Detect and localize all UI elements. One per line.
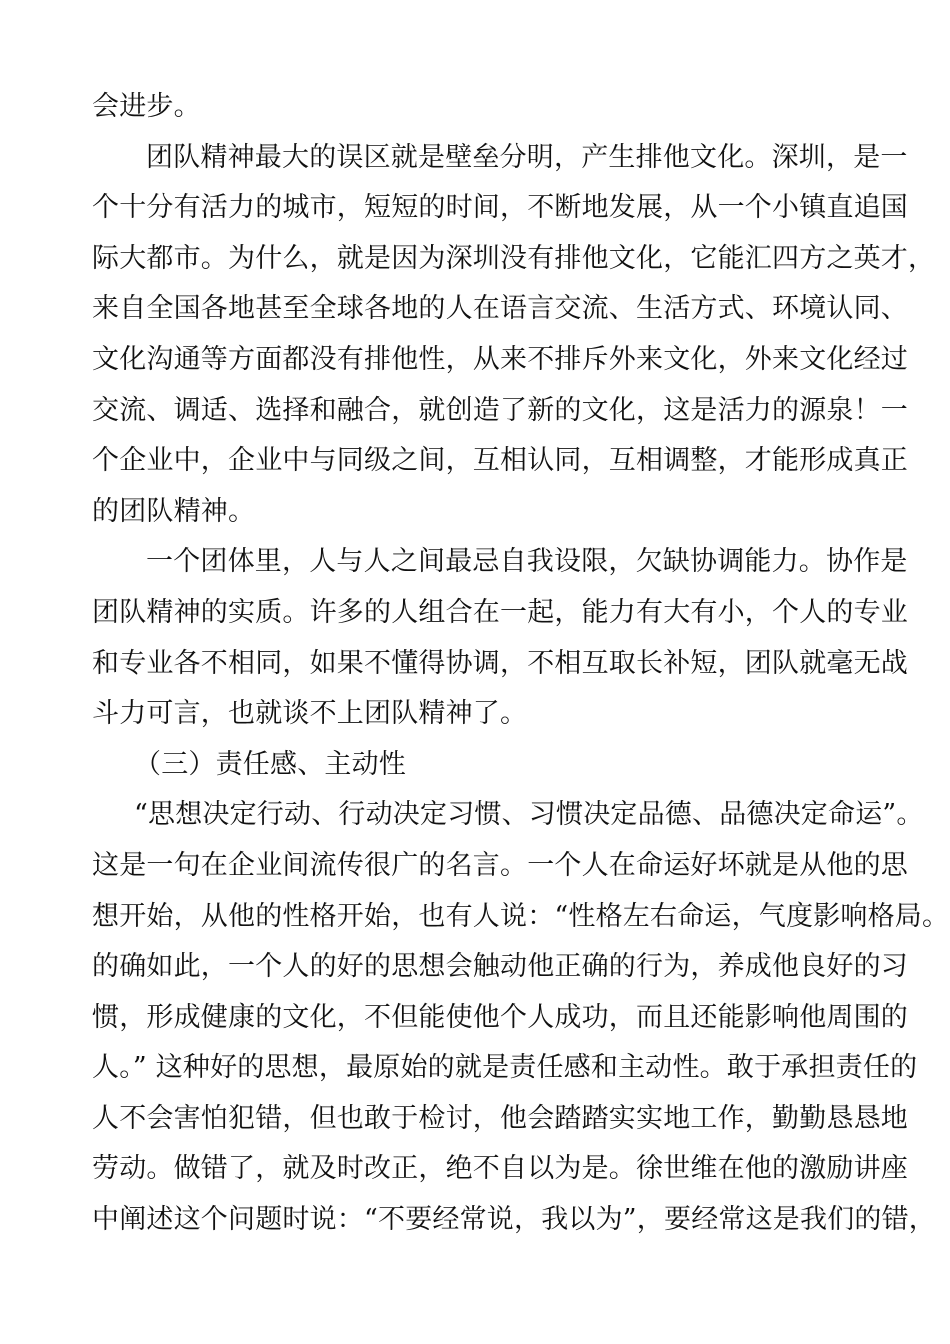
text-line: 人。” 这种好的思想，最原始的就是责任感和主动性。敢于承担责任的	[92, 1052, 918, 1084]
text-line: 和专业各不相同，如果不懂得协调，不相互取长补短，团队就毫无战	[92, 647, 908, 679]
text-line: 惯，形成健康的文化，不但能使他个人成功，而且还能影响他周围的	[92, 1001, 908, 1033]
document-body	[92, 82, 950, 1246]
text-line: 这是一句在企业间流传很广的名言。一个人在命运好坏就是从他的思	[92, 849, 908, 881]
text-line: 会进步。	[92, 91, 201, 122]
paragraph-start-line: “思想决定行动、行动决定习惯、习惯决定品德、品德决定命运”。	[134, 799, 924, 831]
text-line: 来自全国各地甚至全球各地的人在语言交流、生活方式、环境认同、	[92, 293, 908, 325]
text-line: 中阐述这个问题时说：“不要经常说，我以为”，要经常这是我们的错，	[92, 1204, 937, 1236]
text-line: 团队精神的实质。许多的人组合在一起，能力有大有小，个人的专业	[92, 596, 908, 628]
paragraph-start-line: 团队精神最大的误区就是壁垒分明，产生排他文化。深圳，是一	[146, 141, 908, 173]
section-heading: （三）责任感、主动性	[134, 748, 406, 780]
text-line: 的团队精神。	[92, 495, 256, 527]
text-line: 个十分有活力的城市，短短的时间，不断地发展，从一个小镇直追国	[92, 192, 908, 224]
text-line: 个企业中，企业中与同级之间，互相认同，互相调整，才能形成真正	[92, 445, 908, 477]
text-line: 人不会害怕犯错，但也敢于检讨，他会踏踏实实地工作，勤勤恳恳地	[92, 1102, 908, 1134]
text-line: 斗力可言，也就谈不上团队精神了。	[92, 698, 528, 730]
text-line: 的确如此，一个人的好的思想会触动他正确的行为，养成他良好的习	[92, 951, 908, 983]
text-line: 际大都市。为什么，就是因为深圳没有排他文化，它能汇四方之英才，	[92, 242, 936, 274]
paragraph-start-line: 一个团体里，人与人之间最忌自我设限，欠缺协调能力。协作是	[146, 546, 908, 578]
text-line: 文化沟通等方面都没有排他性，从来不排斥外来文化，外来文化经过	[92, 343, 908, 375]
text-line: 劳动。做错了，就及时改正，绝不自以为是。徐世维在他的激励讲座	[92, 1153, 908, 1185]
text-line: 想开始，从他的性格开始，也有人说：“性格左右命运，气度影响格局。	[92, 900, 950, 932]
text-line: 交流、调适、选择和融合，就创造了新的文化，这是活力的源泉！一	[92, 394, 908, 426]
